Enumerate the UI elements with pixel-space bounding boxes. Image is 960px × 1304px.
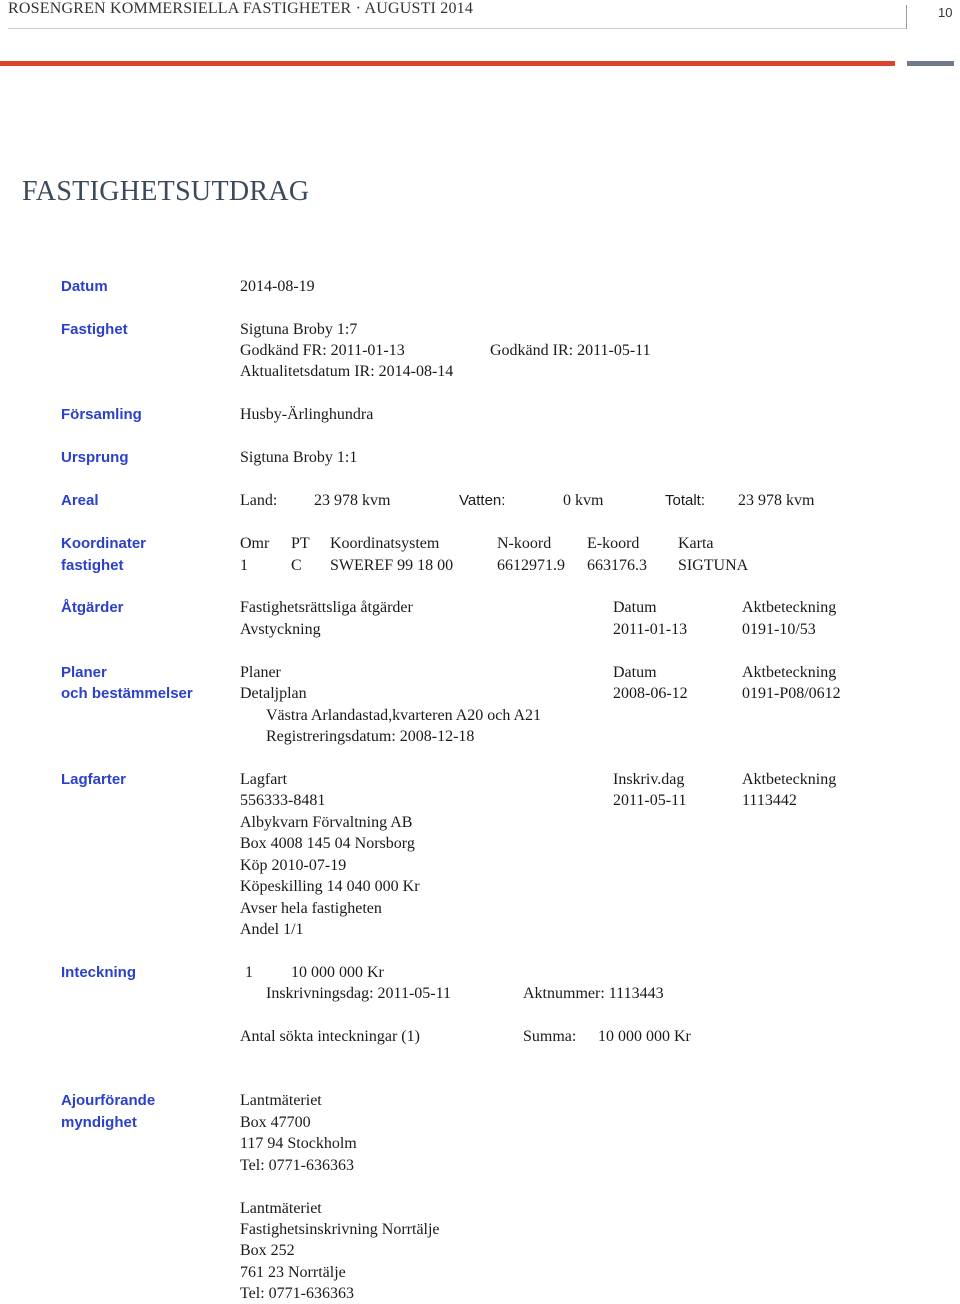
inteckning-label: Inteckning	[61, 964, 137, 981]
header-divider	[906, 5, 907, 29]
areal-totalt-label: Totalt:	[665, 492, 706, 509]
fastighet-godkand-ir: Godkänd IR: 2011-05-11	[490, 342, 651, 359]
lagfart-akt: 1113442	[742, 792, 797, 809]
koord-pt: C	[291, 557, 302, 574]
lagfart-line: Köp 2010-07-19	[240, 857, 347, 874]
lagfart-line: Box 4008 145 04 Norsborg	[240, 835, 415, 852]
datum-label: Datum	[61, 278, 108, 295]
atgarder-type: Avstyckning	[240, 621, 321, 638]
areal-land-value: 23 978 kvm	[314, 492, 391, 509]
koord-nkoord: 6612971.9	[497, 557, 565, 574]
koordinater-label-2: fastighet	[61, 557, 124, 574]
atgarder-header-type: Fastighetsrättsliga åtgärder	[240, 599, 413, 616]
fastighet-label: Fastighet	[61, 321, 128, 338]
atgarder-datum: 2011-01-13	[613, 621, 688, 638]
planer-detail-name: Västra Arlandastad,kvarteren A20 och A21	[266, 707, 542, 724]
page-number: 10	[938, 5, 953, 20]
myndighet-line: 117 94 Stockholm	[240, 1135, 357, 1152]
accent-bar-gray	[907, 61, 954, 66]
atgarder-header-datum: Datum	[613, 599, 657, 616]
planer-header-type: Planer	[240, 664, 281, 681]
planer-akt: 0191-P08/0612	[742, 685, 841, 702]
planer-detail-registrering: Registreringsdatum: 2008-12-18	[266, 728, 475, 745]
myndighet-line: Lantmäteriet	[240, 1200, 322, 1217]
document-title: FASTIGHETSUTDRAG	[22, 176, 310, 207]
inteckning-aktnummer: Aktnummer: 1113443	[523, 985, 664, 1002]
atgarder-label: Åtgärder	[61, 599, 124, 616]
areal-vatten-label: Vatten:	[459, 492, 506, 509]
koord-header-omr: Omr	[240, 535, 270, 552]
koord-header-pt: PT	[291, 535, 310, 552]
planer-label-2: och bestämmelser	[61, 685, 193, 702]
atgarder-akt: 0191-10/53	[742, 621, 816, 638]
inteckning-amount: 10 000 000 Kr	[291, 964, 384, 981]
myndighet-line: Box 47700	[240, 1114, 311, 1131]
forsamling-value: Husby-Ärlinghundra	[240, 406, 374, 423]
areal-vatten-value: 0 kvm	[563, 492, 604, 509]
datum-value: 2014-08-19	[240, 278, 315, 295]
inteckning-nr: 1	[245, 964, 253, 981]
ajourforande-label: Ajourförande	[61, 1092, 156, 1109]
myndighet-line: Tel: 0771-636363	[240, 1285, 354, 1302]
lagfart-header-inskriv: Inskriv.dag	[613, 771, 685, 788]
myndighet-line: Tel: 0771-636363	[240, 1157, 354, 1174]
areal-label: Areal	[61, 492, 99, 509]
ursprung-value: Sigtuna Broby 1:1	[240, 449, 358, 466]
fastighet-godkand-fr: Godkänd FR: 2011-01-13	[240, 342, 405, 359]
koord-omr: 1	[240, 557, 248, 574]
inteckning-antal: Antal sökta inteckningar (1)	[240, 1028, 420, 1045]
planer-datum: 2008-06-12	[613, 685, 688, 702]
atgarder-header-akt: Aktbeteckning	[742, 599, 837, 616]
lagfart-line: Andel 1/1	[240, 921, 304, 938]
koord-header-karta: Karta	[678, 535, 714, 552]
lagfarter-label: Lagfarter	[61, 771, 127, 788]
koordinater-label: Koordinater	[61, 535, 147, 552]
koord-header-ekoord: E-koord	[587, 535, 640, 552]
lagfart-inskriv: 2011-05-11	[613, 792, 687, 809]
myndighet-line: Fastighetsinskrivning Norrtälje	[240, 1221, 440, 1238]
lagfart-line: Albykvarn Förvaltning AB	[240, 814, 413, 831]
koord-header-system: Koordinatsystem	[330, 535, 440, 552]
lagfart-orgnr: 556333-8481	[240, 792, 326, 809]
inteckning-summa-value: 10 000 000 Kr	[598, 1028, 691, 1045]
myndighet-line: Box 252	[240, 1242, 295, 1259]
planer-label: Planer	[61, 664, 107, 681]
fastighet-aktualitet: Aktualitetsdatum IR: 2014-08-14	[240, 363, 454, 380]
ajourforande-label-2: myndighet	[61, 1114, 137, 1131]
areal-land-label: Land:	[240, 492, 278, 509]
planer-header-datum: Datum	[613, 664, 657, 681]
ursprung-label: Ursprung	[61, 449, 129, 466]
header-title: ROSENGREN KOMMERSIELLA FASTIGHETER · AUGUSTI 2014	[8, 0, 474, 17]
myndighet-line: Lantmäteriet	[240, 1092, 322, 1109]
lagfart-header-type: Lagfart	[240, 771, 288, 788]
lagfart-header-akt: Aktbeteckning	[742, 771, 837, 788]
koord-karta: SIGTUNA	[678, 557, 749, 574]
accent-bar-red	[0, 61, 895, 66]
lagfart-line: Köpeskilling 14 040 000 Kr	[240, 878, 420, 895]
fastighet-name: Sigtuna Broby 1:7	[240, 321, 358, 338]
lagfart-line: Avser hela fastigheten	[240, 900, 382, 917]
inteckning-inskrivningsdag: Inskrivningsdag: 2011-05-11	[266, 985, 452, 1002]
koord-system: SWEREF 99 18 00	[330, 557, 454, 574]
planer-header-akt: Aktbeteckning	[742, 664, 837, 681]
inteckning-summa-label: Summa:	[523, 1028, 577, 1045]
koord-ekoord: 663176.3	[587, 557, 647, 574]
areal-totalt-value: 23 978 kvm	[738, 492, 815, 509]
koord-header-nkoord: N-koord	[497, 535, 552, 552]
myndighet-line: 761 23 Norrtälje	[240, 1264, 346, 1281]
planer-type: Detaljplan	[240, 685, 307, 702]
header-rule	[8, 28, 906, 29]
forsamling-label: Församling	[61, 406, 142, 423]
